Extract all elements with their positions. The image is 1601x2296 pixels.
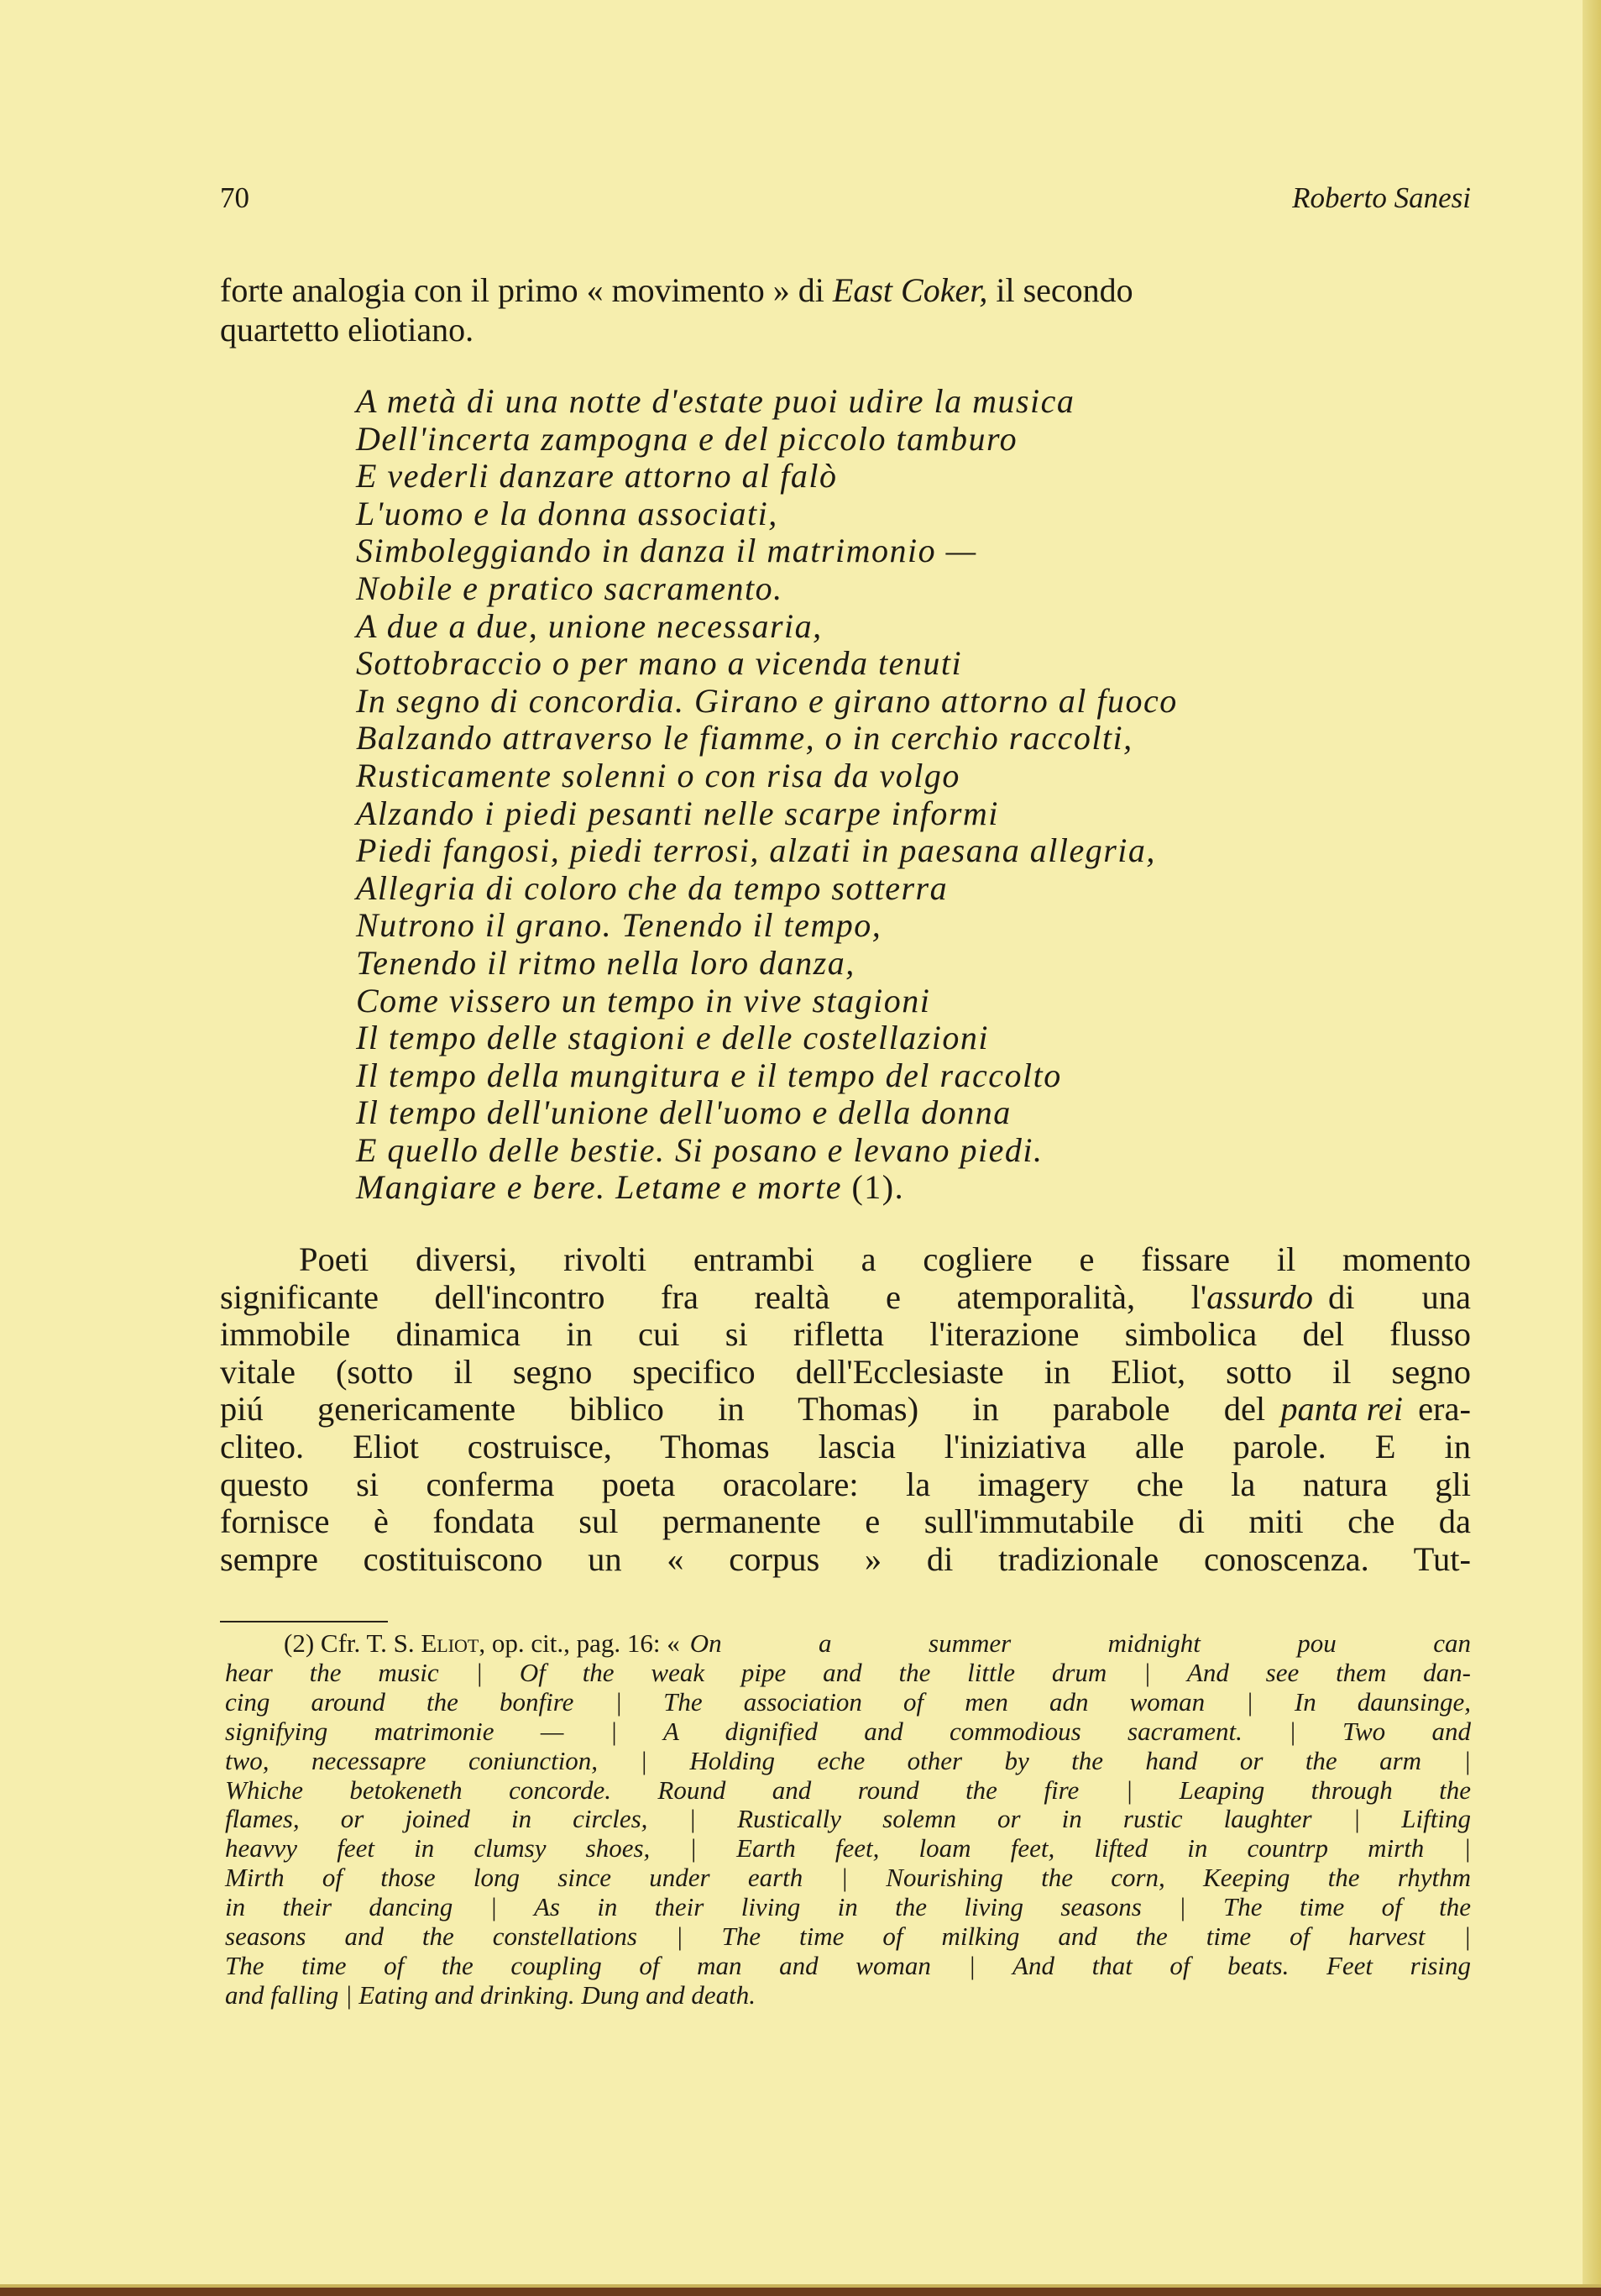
emphasis-panta-rei: panta rei bbox=[1280, 1390, 1404, 1428]
footnote-quote: cing around the bonfire | The association of men adn woman | In daunsinge, bbox=[225, 1686, 1471, 1717]
body-line-text: era- bbox=[1418, 1390, 1471, 1428]
body-line bbox=[220, 1354, 1471, 1392]
page-edge-right bbox=[1583, 0, 1601, 2296]
footnote-quote: hear the music | Of the weak pipe and the little drum | And see them dan- bbox=[225, 1657, 1471, 1687]
body-line bbox=[220, 1428, 1471, 1466]
footnote-author: Eliot bbox=[421, 1628, 479, 1658]
page-header bbox=[220, 181, 1471, 217]
word: forte bbox=[220, 271, 284, 309]
footnote-quote: flames, or joined in circles, | Rustically solemn or in rustic laughter | Lifting bbox=[225, 1804, 1471, 1834]
poem-verse: Balzando attraverso le fiamme, o in cerchio raccolti, bbox=[356, 719, 1133, 757]
footnote-quote: On a summer midnight pou can bbox=[689, 1628, 1471, 1658]
body-paragraph bbox=[220, 1241, 1471, 1578]
footnote-quote: The time of the coupling of man and woman | And that of beats. Feet rising bbox=[225, 1950, 1471, 1980]
footnote-line bbox=[225, 1805, 1471, 1834]
poem-verse: E vederli danzare attorno al falò bbox=[356, 457, 838, 495]
body-line-text: Poeti diversi, rivolti entrambi a cogliere e fissare il momento bbox=[299, 1240, 1471, 1278]
body-line-text: piú genericamente biblico in Thomas) in parabole del bbox=[220, 1390, 1266, 1428]
poem-verse: Sottobraccio o per mano a vicenda tenuti bbox=[356, 644, 963, 683]
footnote-line bbox=[225, 1922, 1471, 1952]
intro-line-2: quartetto eliotiano. bbox=[220, 311, 474, 349]
body-line bbox=[220, 1316, 1471, 1354]
poem-verse: L'uomo e la donna associati, bbox=[356, 494, 778, 532]
poem-verse: Allegria di coloro che da tempo sotterra bbox=[356, 868, 949, 907]
body-line bbox=[220, 1241, 1471, 1279]
word: il bbox=[470, 271, 490, 309]
body-line-text: vitale (sotto il segno specifico dell'Ecclesiaste in Eliot, sotto il segno bbox=[220, 1352, 1471, 1391]
footnote-line bbox=[225, 1981, 1471, 2010]
footnote-reference: (1). bbox=[851, 1168, 905, 1207]
footnote-rule bbox=[220, 1621, 388, 1622]
footnote-quote: and falling | Eating and drinking. Dung and death. bbox=[225, 1979, 756, 2010]
poem-verse: Nutrono il grano. Tenendo il tempo, bbox=[356, 906, 882, 945]
footnote-quote: Mirth of those long since under earth | Nourishing the corn, Keeping the rhythm bbox=[225, 1863, 1471, 1893]
body-line bbox=[220, 1503, 1471, 1541]
body-line-text: cliteo. Eliot costruisce, Thomas lascia l'iniziativa alle parole. E in bbox=[220, 1427, 1471, 1465]
poem-verse: Tenendo il ritmo nella loro danza, bbox=[356, 943, 855, 982]
page-edge-bottom bbox=[0, 2288, 1601, 2296]
word: analogia bbox=[291, 271, 406, 309]
intro-line-1 bbox=[220, 270, 1471, 310]
poem-verse-last bbox=[356, 1169, 1363, 1207]
body-line-text: fornisce è fondata sul permanente e sull'immutabile di miti che da bbox=[220, 1502, 1471, 1541]
poem-verse: Il tempo della mungitura e il tempo del raccolto bbox=[356, 1056, 1062, 1094]
body-line bbox=[220, 1279, 1471, 1317]
footnote-prefix bbox=[284, 1629, 680, 1659]
footnote-line bbox=[225, 1717, 1471, 1747]
running-head: Roberto Sanesi bbox=[1292, 181, 1471, 214]
intro-paragraph bbox=[220, 270, 1471, 349]
word: secondo bbox=[1023, 271, 1133, 309]
body-line-text: di una bbox=[1328, 1277, 1471, 1316]
footnote bbox=[225, 1629, 1471, 2010]
word: primo bbox=[498, 271, 578, 309]
word: « movimento » bbox=[586, 271, 790, 309]
footnote-line bbox=[225, 1659, 1471, 1688]
footnote-quote: two, necessapre coniunction, | Holding eche other by the hand or the arm | bbox=[225, 1745, 1471, 1775]
poem-verse: Il tempo dell'unione dell'uomo e della donna bbox=[356, 1093, 1012, 1132]
footnote-line bbox=[225, 1834, 1471, 1864]
footnote-quote: in their dancing | As in their living in the living seasons | The time of the bbox=[225, 1892, 1471, 1922]
poem-verse: Rusticamente solenni o con risa da volgo bbox=[356, 756, 960, 794]
footnote-prefix-text: (2) Cfr. T. S. bbox=[284, 1628, 415, 1658]
poem-verse-text: Mangiare e bere. Letame e morte bbox=[356, 1168, 842, 1207]
poem-verse: Alzando i piedi pesanti nelle scarpe informi bbox=[356, 794, 999, 832]
footnote-quote: seasons and the constellations | The time of milking and the time of harvest | bbox=[225, 1921, 1471, 1952]
poem-verse: Simboleggiando in danza il matrimonio — bbox=[356, 532, 977, 570]
poem-verse: Il tempo delle stagioni e delle costellazioni bbox=[356, 1019, 990, 1057]
page-number: 70 bbox=[220, 181, 249, 214]
body-line bbox=[220, 1466, 1471, 1504]
body-line-text: questo si conferma poeta oracolare: la imagery che la natura gli bbox=[220, 1465, 1471, 1503]
word: con bbox=[414, 271, 463, 309]
poem-verse: In segno di concordia. Girano e girano attorno al fuoco bbox=[356, 681, 1178, 720]
poem-verse: E quello delle bestie. Si posano e levano piedi. bbox=[356, 1130, 1044, 1169]
footnote-quote: heavvy feet in clumsy shoes, | Earth feet, loam feet, lifted in countrp mirth | bbox=[225, 1833, 1471, 1864]
emphasis-assurdo: assurdo bbox=[1206, 1277, 1313, 1316]
word: di bbox=[798, 271, 824, 309]
poem-verse: Come vissero un tempo in vive stagioni bbox=[356, 981, 931, 1020]
footnote-line bbox=[225, 1688, 1471, 1717]
footnote-line bbox=[225, 1864, 1471, 1893]
body-line bbox=[220, 1391, 1471, 1428]
poem-verse: Dell'incerta zampogna e del piccolo tamburo bbox=[356, 419, 1018, 458]
body-line-text: sempre costituiscono un « corpus » di tradizionale conoscenza. Tut- bbox=[220, 1539, 1471, 1578]
footnote-line bbox=[225, 1776, 1471, 1806]
footnote-line bbox=[225, 1629, 1471, 1659]
poem-verse: Nobile e pratico sacramento. bbox=[356, 569, 783, 607]
footnote-line bbox=[225, 1747, 1471, 1776]
footnote-line bbox=[225, 1893, 1471, 1922]
body-line-text: significante dell'incontro fra realtà e atemporalità, l' bbox=[220, 1277, 1207, 1316]
body-line-text: immobile dinamica in cui si rifletta l'iterazione simbolica del flusso bbox=[220, 1315, 1471, 1354]
footnote-line bbox=[225, 1952, 1471, 1981]
poem-verse: Piedi fangosi, piedi terrosi, alzati in paesana allegria, bbox=[356, 831, 1156, 870]
footnote-ref: , op. cit., pag. 16: « bbox=[479, 1628, 680, 1658]
word: il bbox=[996, 271, 1015, 309]
poem-verse: A due a due, unione necessaria, bbox=[356, 606, 823, 645]
work-title: East Coker, bbox=[832, 271, 988, 309]
poem-quotation bbox=[356, 383, 1363, 1207]
footnote-quote: signifying matrimonie — | A dignified and commodious sacrament. | Two and bbox=[225, 1716, 1471, 1746]
footnote-quote: Whiche betokeneth concorde. Round and round the fire | Leaping through the bbox=[225, 1774, 1471, 1805]
body-line bbox=[220, 1541, 1471, 1579]
poem-verse: A metà di una notte d'estate puoi udire la musica bbox=[356, 382, 1075, 420]
